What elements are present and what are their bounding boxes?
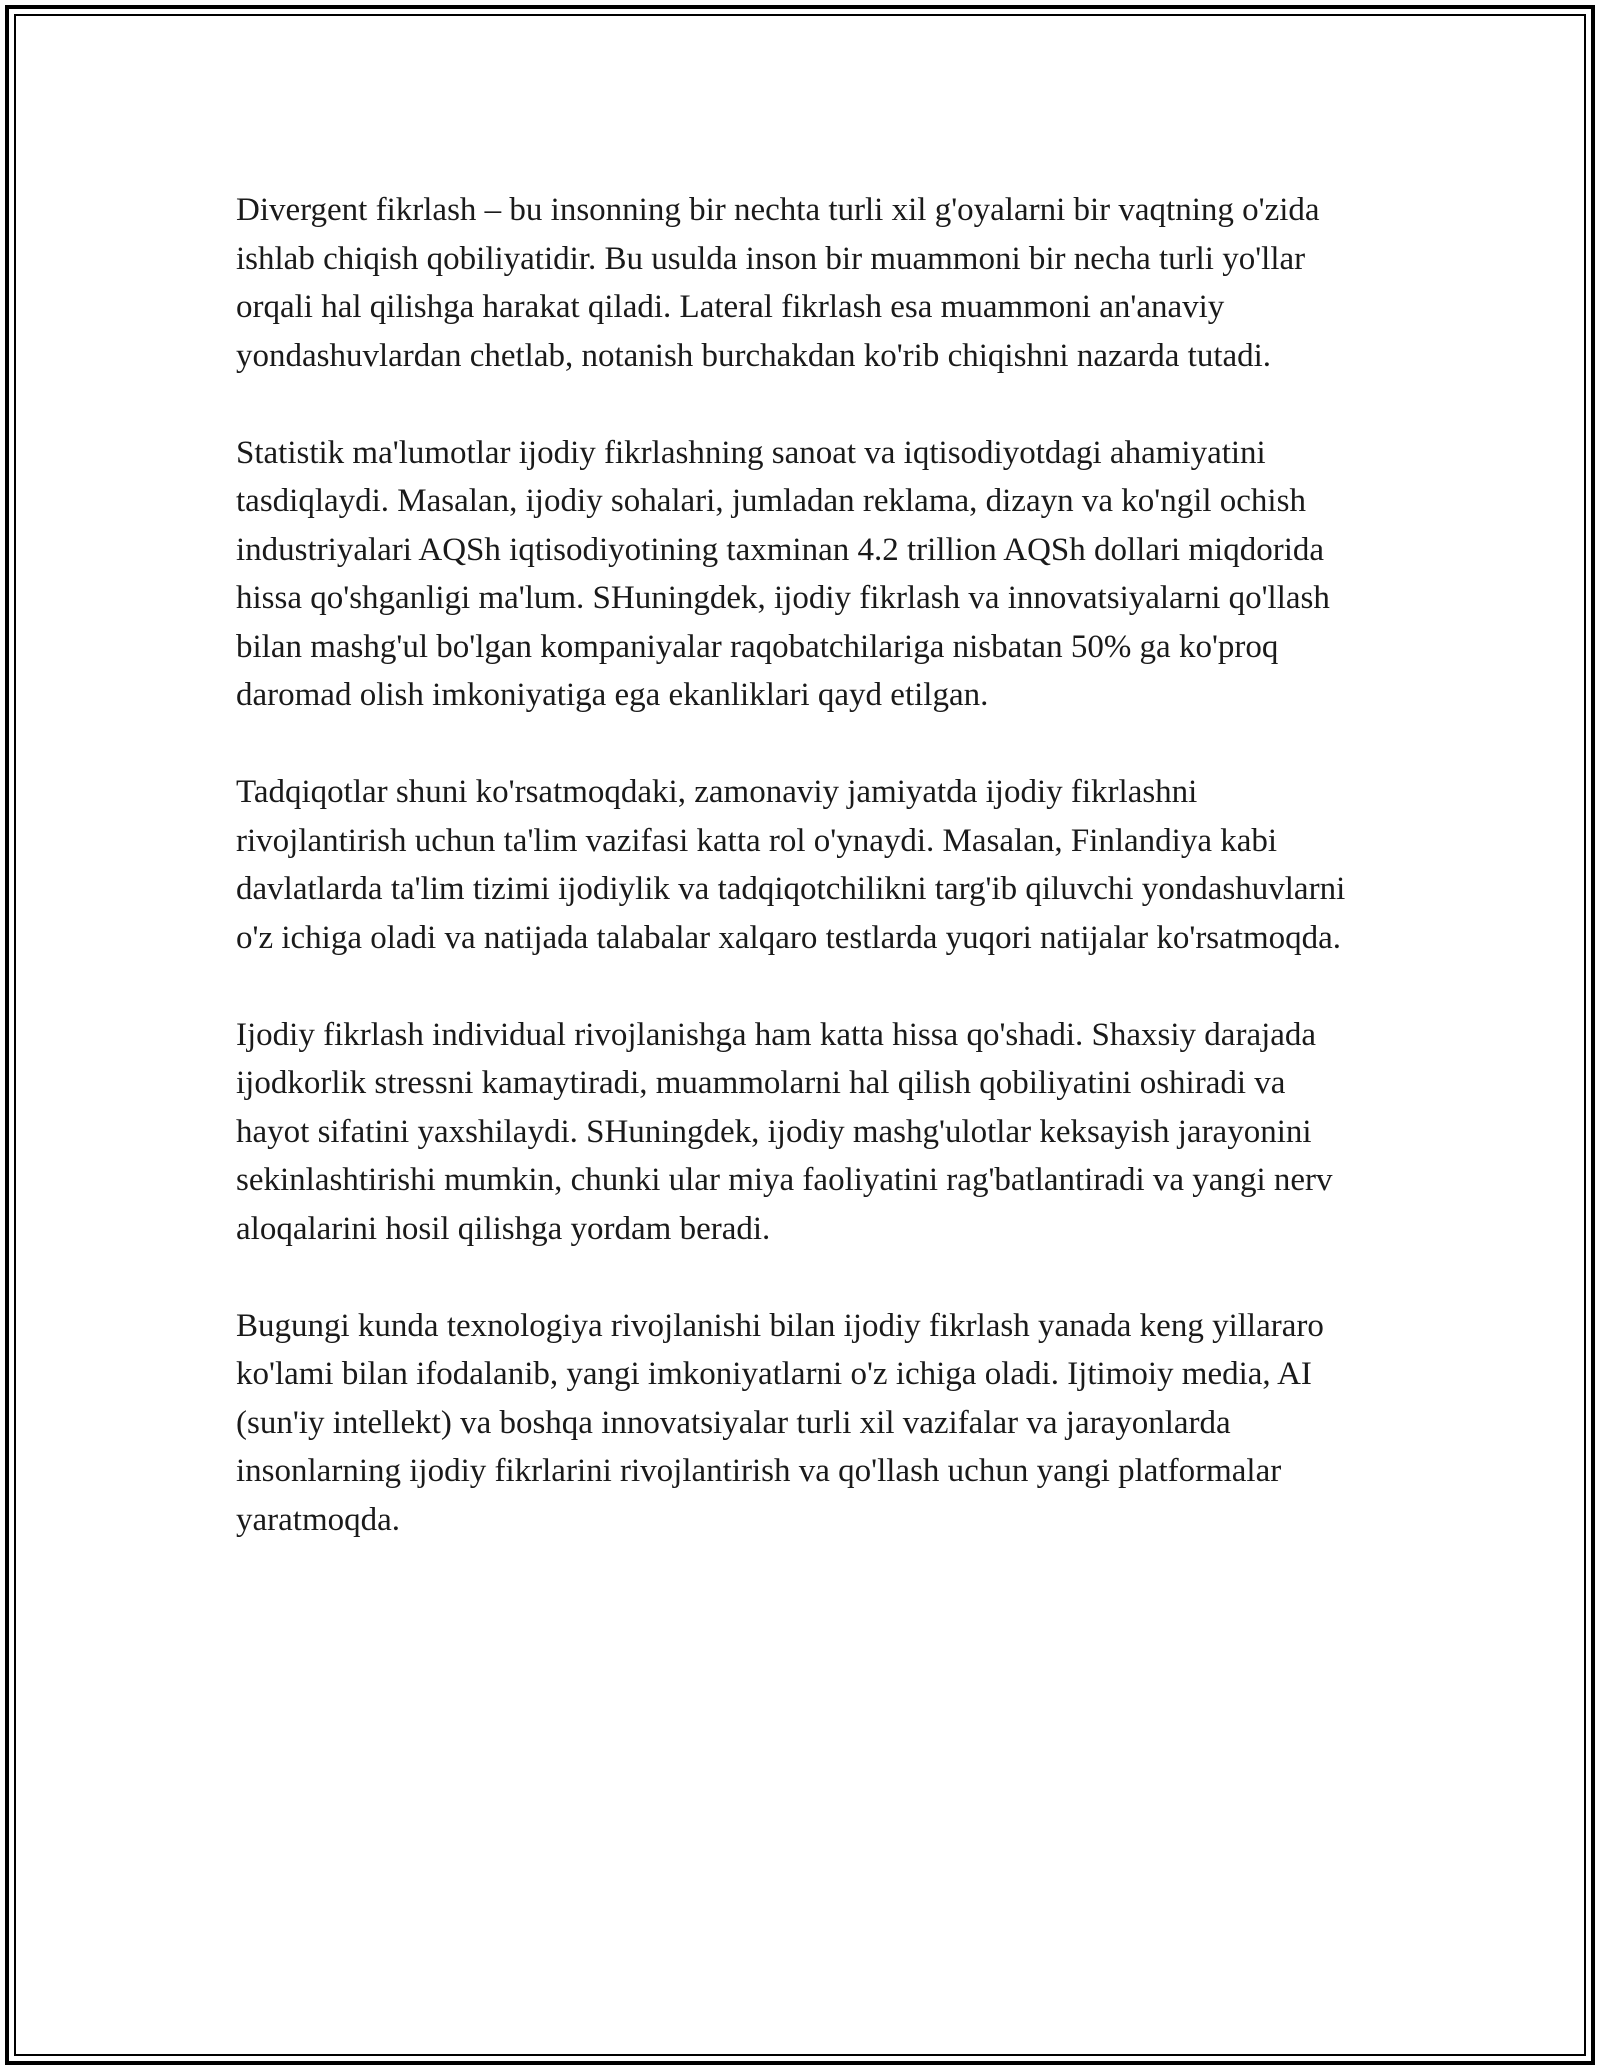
paragraph-research-education: Tadqiqotlar shuni ko'rsatmoqdaki, zamonaviy jamiyatda ijodiy fikrlashni rivojlantirish uchun ta'lim vazifasi katta rol o'ynaydi. Masalan, Finlandiya kabi davlatlarda ta'lim tizimi ijodiylik va tadqiqotchilikni targ'ib qiluvchi yondashuvlarni o'z ichiga oladi va natijada talabalar xalqaro testlarda yuqori natijalar ko'rsatmoqda. (236, 774, 1346, 956)
document-body (236, 186, 1366, 1544)
paragraph-statistics: Statistik ma'lumotlar ijodiy fikrlashning sanoat va iqtisodiyotdagi ahamiyatini tasdiqlaydi. Masalan, ijodiy sohalari, jumladan reklama, dizayn va ko'ngil ochish industriyalari AQSh iqtisodiyotining taxminan 4.2 trillion AQSh dollari miqdorida hissa qo'shganligi ma'lum. SHuningdek, ijodiy fikrlash va innovatsiyalarni qo'llash bilan mashg'ul bo'lgan kompaniyalar raqobatchilariga nisbatan 50% ga ko'proq daromad olish imkoniyatiga ega ekanliklari qayd etilgan. (236, 434, 1330, 713)
paragraph-divergent-thinking: Divergent fikrlash – bu insonning bir nechta turli xil g'oyalarni bir vaqtning o'zida ishlab chiqish qobiliyatidir. Bu usulda inson bir muammoni bir necha turli yo'llar orqali hal qilishga harakat qiladi. Lateral fikrlash esa muammoni an'anaviy yondashuvlardan chetlab, notanish burchakdan ko'rib chiqishni nazarda tutadi. (236, 192, 1320, 374)
paragraph-technology: Bugungi kunda texnologiya rivojlanishi bilan ijodiy fikrlash yanada keng yillararo ko'lami bilan ifodalanib, yangi imkoniyatlarni o'z ichiga oladi. Ijtimoiy media, AI (sun'iy intellekt) va boshqa innovatsiyalar turli xil vazifalar va jarayonlarda insonlarning ijodiy fikrlarini rivojlantirish va qo'llash uchun yangi platformalar yaratmoqda. (236, 1307, 1324, 1538)
paragraph-individual-development: Ijodiy fikrlash individual rivojlanishga ham katta hissa qo'shadi. Shaxsiy darajada ijodkorlik stressni kamaytiradi, muammolarni hal qilish qobiliyatini oshiradi va hayot sifatini yaxshilaydi. SHuningdek, ijodiy mashg'ulotlar keksayish jarayonini sekinlashtirishi mumkin, chunki ular miya faoliyatini rag'batlantiradi va yangi nerv aloqalarini hosil qilishga yordam beradi. (236, 1016, 1333, 1247)
